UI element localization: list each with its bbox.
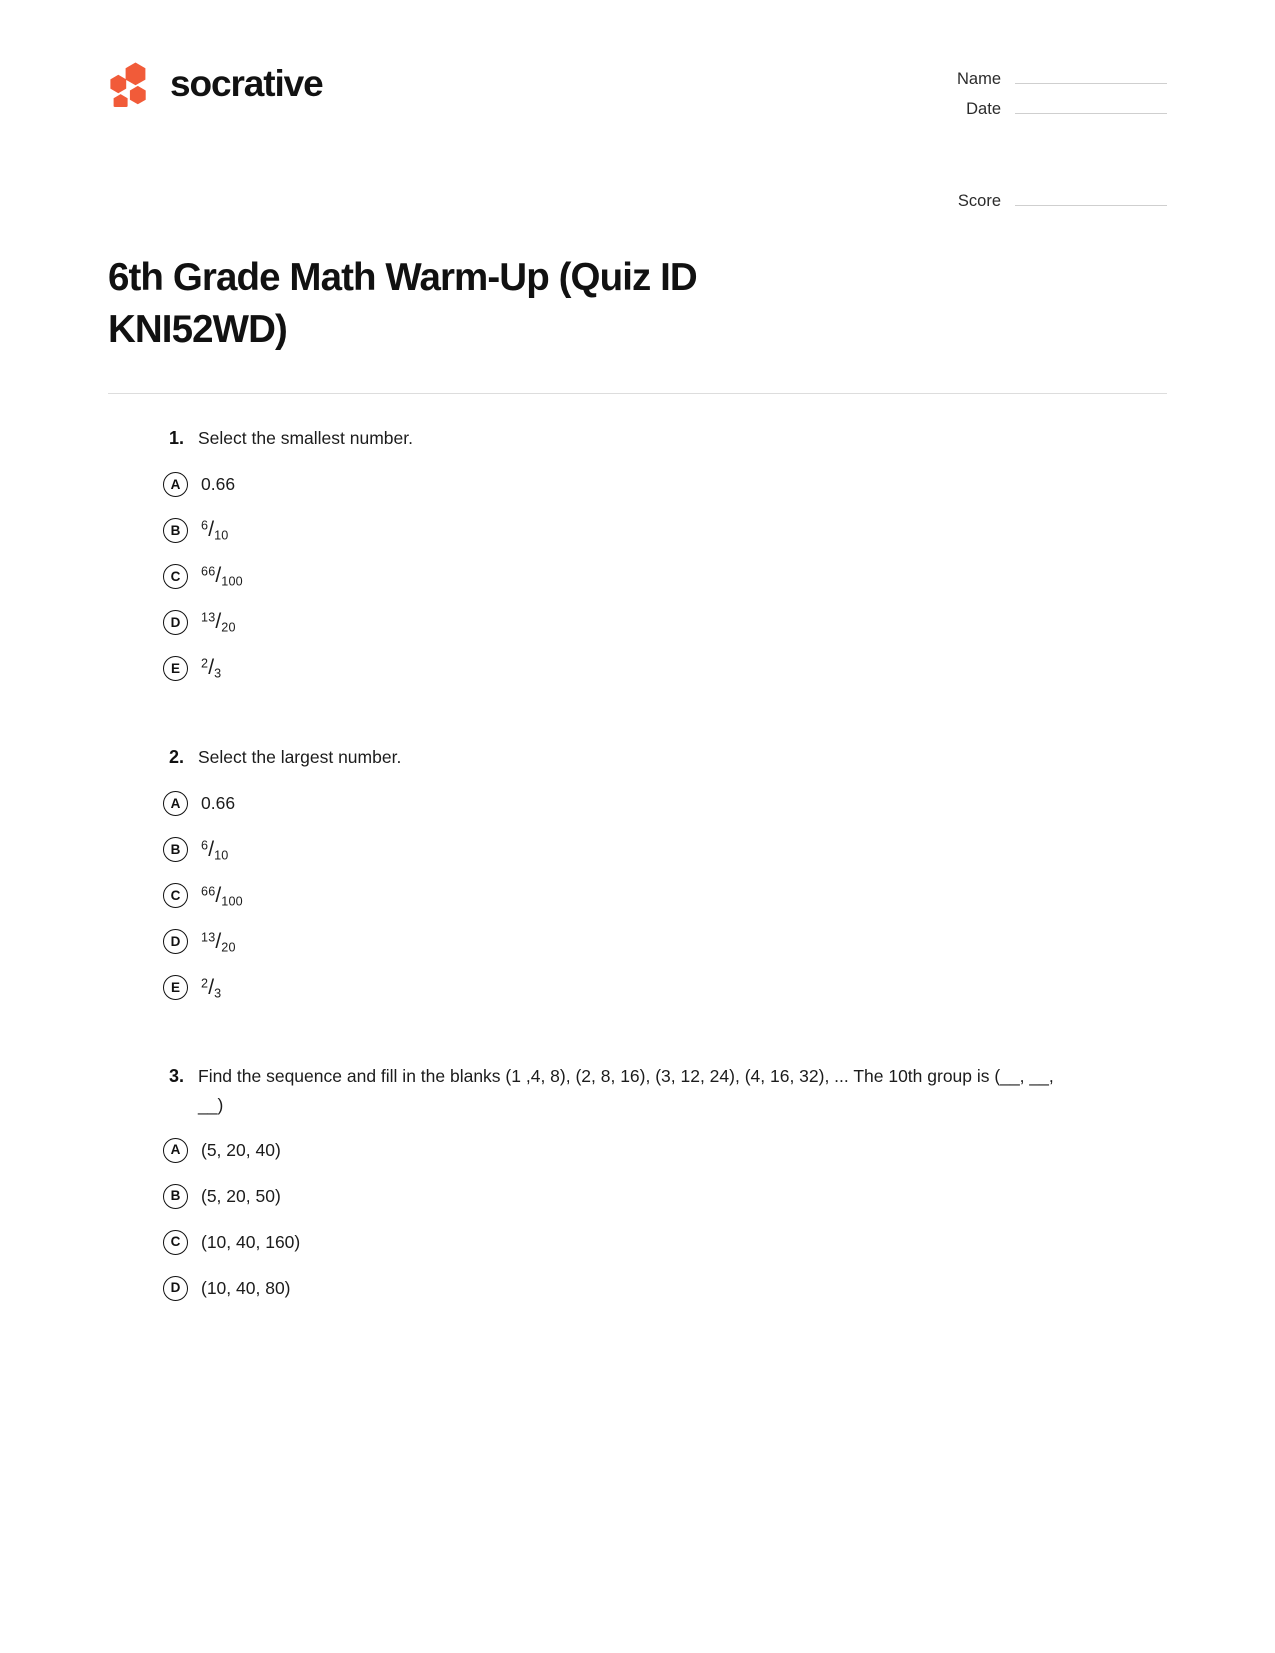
date-label: Date bbox=[966, 100, 1001, 118]
answer-option[interactable] bbox=[108, 1265, 1167, 1311]
answer-option[interactable] bbox=[108, 826, 1167, 872]
option-bubble[interactable]: E bbox=[163, 975, 188, 1000]
fraction-numerator: 66 bbox=[201, 564, 216, 579]
option-label bbox=[201, 836, 228, 864]
answer-option[interactable] bbox=[108, 1173, 1167, 1219]
option-label: (10, 40, 80) bbox=[201, 1277, 291, 1298]
student-fields bbox=[915, 56, 1167, 222]
score-input-rule[interactable] bbox=[1015, 192, 1167, 206]
answer-option[interactable] bbox=[108, 872, 1167, 918]
option-bubble[interactable]: B bbox=[163, 837, 188, 862]
answer-option[interactable] bbox=[108, 964, 1167, 1010]
question-text: Find the sequence and fill in the blanks (1 ,4, 8), (2, 8, 16), (3, 12, 24), (4, 16, 32), ... The 10th group is (__, __, __) bbox=[198, 1066, 1054, 1115]
score-field-row bbox=[915, 192, 1167, 211]
answer-option[interactable] bbox=[108, 918, 1167, 964]
name-label: Name bbox=[956, 70, 1001, 88]
option-bubble[interactable]: C bbox=[163, 1230, 188, 1255]
fraction-slash-icon: / bbox=[215, 883, 222, 907]
fraction-slash-icon: / bbox=[208, 837, 215, 861]
questions-list bbox=[108, 394, 1167, 1311]
answer-option[interactable] bbox=[108, 461, 1167, 507]
fraction-denominator: 3 bbox=[214, 986, 222, 1001]
fraction-slash-icon: / bbox=[215, 564, 222, 588]
fraction-numerator: 6 bbox=[201, 837, 209, 852]
fraction-denominator: 100 bbox=[221, 574, 243, 589]
option-label: (5, 20, 40) bbox=[201, 1139, 281, 1160]
question-header bbox=[108, 743, 1167, 772]
title-block bbox=[108, 252, 848, 355]
option-label bbox=[201, 928, 236, 956]
option-bubble[interactable]: B bbox=[163, 1184, 188, 1209]
fraction-slash-icon: / bbox=[208, 656, 215, 680]
fraction-denominator: 10 bbox=[214, 848, 229, 863]
option-label: 0.66 bbox=[201, 793, 236, 814]
question-header bbox=[108, 424, 1167, 453]
question-number: 1. bbox=[168, 428, 184, 449]
option-bubble[interactable]: D bbox=[163, 1276, 188, 1301]
option-bubble[interactable]: A bbox=[163, 472, 188, 497]
question-number: 3. bbox=[168, 1066, 184, 1087]
option-label bbox=[201, 974, 221, 1002]
score-label: Score bbox=[957, 192, 1001, 210]
option-label bbox=[201, 516, 228, 544]
answer-option[interactable] bbox=[108, 553, 1167, 599]
option-bubble[interactable]: C bbox=[163, 883, 188, 908]
fraction-numerator: 66 bbox=[201, 883, 216, 898]
fraction-denominator: 100 bbox=[221, 894, 243, 909]
option-list bbox=[108, 461, 1167, 691]
fraction-slash-icon: / bbox=[215, 610, 222, 634]
option-label bbox=[201, 608, 236, 636]
option-bubble[interactable]: A bbox=[163, 791, 188, 816]
fraction-slash-icon: / bbox=[215, 929, 222, 953]
option-bubble[interactable]: E bbox=[163, 656, 188, 681]
fraction-numerator: 13 bbox=[201, 929, 216, 944]
fraction-denominator: 20 bbox=[221, 940, 236, 955]
fraction-numerator: 13 bbox=[201, 610, 216, 625]
name-field-row bbox=[915, 70, 1167, 89]
date-field-row bbox=[915, 100, 1167, 119]
fraction-numerator: 6 bbox=[201, 518, 209, 533]
option-list bbox=[108, 780, 1167, 1010]
question-block bbox=[108, 743, 1167, 1010]
fraction-denominator: 20 bbox=[221, 620, 236, 635]
date-input-rule[interactable] bbox=[1015, 100, 1167, 114]
page-header bbox=[108, 0, 1167, 222]
fraction-slash-icon: / bbox=[208, 975, 215, 999]
option-bubble[interactable]: D bbox=[163, 610, 188, 635]
question-header bbox=[108, 1062, 1167, 1119]
option-label bbox=[201, 562, 243, 590]
page-title: 6th Grade Math Warm-Up (Quiz ID KNI52WD) bbox=[108, 256, 697, 351]
fraction-slash-icon: / bbox=[208, 518, 215, 542]
option-bubble[interactable]: D bbox=[163, 929, 188, 954]
name-input-rule[interactable] bbox=[1015, 70, 1167, 84]
question-number: 2. bbox=[168, 747, 184, 768]
brand-name: socrative bbox=[170, 62, 323, 104]
answer-option[interactable] bbox=[108, 645, 1167, 691]
option-label: (10, 40, 160) bbox=[201, 1231, 301, 1252]
fraction-denominator: 10 bbox=[214, 528, 229, 543]
option-label bbox=[201, 882, 243, 910]
question-text: Select the smallest number. bbox=[198, 428, 413, 449]
answer-option[interactable] bbox=[108, 1219, 1167, 1265]
fraction-numerator: 2 bbox=[201, 656, 209, 671]
option-bubble[interactable]: A bbox=[163, 1138, 188, 1163]
option-bubble[interactable]: C bbox=[163, 564, 188, 589]
brand-logo bbox=[108, 56, 323, 112]
question-block bbox=[108, 1062, 1167, 1311]
answer-option[interactable] bbox=[108, 599, 1167, 645]
socrative-hexagon-logo-icon bbox=[108, 61, 154, 107]
answer-option[interactable] bbox=[108, 507, 1167, 553]
option-bubble[interactable]: B bbox=[163, 518, 188, 543]
option-label bbox=[201, 654, 221, 682]
answer-option[interactable] bbox=[108, 780, 1167, 826]
question-block bbox=[108, 424, 1167, 691]
option-label: (5, 20, 50) bbox=[201, 1185, 281, 1206]
fraction-denominator: 3 bbox=[214, 666, 222, 681]
question-text: Select the largest number. bbox=[198, 747, 402, 768]
option-label: 0.66 bbox=[201, 473, 236, 494]
answer-option[interactable] bbox=[108, 1127, 1167, 1173]
option-list bbox=[108, 1127, 1167, 1311]
fraction-numerator: 2 bbox=[201, 975, 209, 990]
